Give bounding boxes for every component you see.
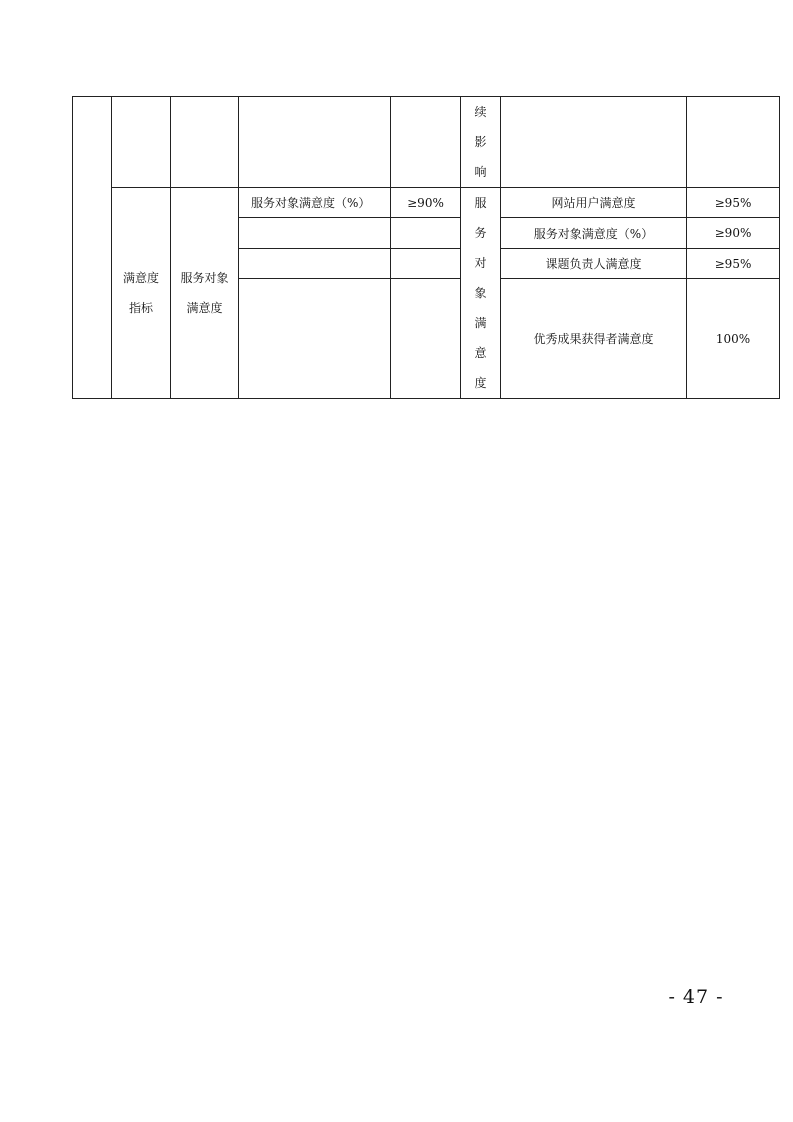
table-row	[73, 188, 780, 218]
result-name: 课题负责人满意度	[501, 249, 687, 279]
result-value: 100%	[687, 279, 780, 399]
empty-cell	[391, 218, 461, 249]
result-value: ≥95%	[687, 188, 780, 218]
indicator-table	[72, 96, 780, 399]
subcategory-cell: 服务对象 满意度	[171, 188, 239, 399]
empty-cell	[391, 97, 461, 188]
service-satisfaction-label: 服 务 对 象 满 意 度	[461, 188, 501, 399]
empty-cell	[171, 97, 239, 188]
category-cell: 满意度 指标	[112, 188, 171, 399]
empty-cell	[687, 97, 780, 188]
empty-cell	[391, 279, 461, 399]
continued-impact-cell: 续 影 响	[461, 97, 501, 188]
indicator-target: ≥90%	[391, 188, 461, 218]
empty-cell	[391, 249, 461, 279]
empty-cell	[112, 97, 171, 188]
empty-cell	[239, 97, 391, 188]
table-row	[73, 97, 780, 188]
empty-cell	[239, 249, 391, 279]
result-name: 服务对象满意度（%）	[501, 218, 687, 249]
empty-cell	[239, 279, 391, 399]
empty-cell	[239, 218, 391, 249]
result-value: ≥90%	[687, 218, 780, 249]
page-number: - 47 -	[668, 986, 724, 1008]
result-name: 网站用户满意度	[501, 188, 687, 218]
result-value: ≥95%	[687, 249, 780, 279]
indicator-name: 服务对象满意度（%）	[239, 188, 391, 218]
result-name: 优秀成果获得者满意度	[501, 279, 687, 399]
empty-cell	[73, 97, 112, 399]
empty-cell	[501, 97, 687, 188]
